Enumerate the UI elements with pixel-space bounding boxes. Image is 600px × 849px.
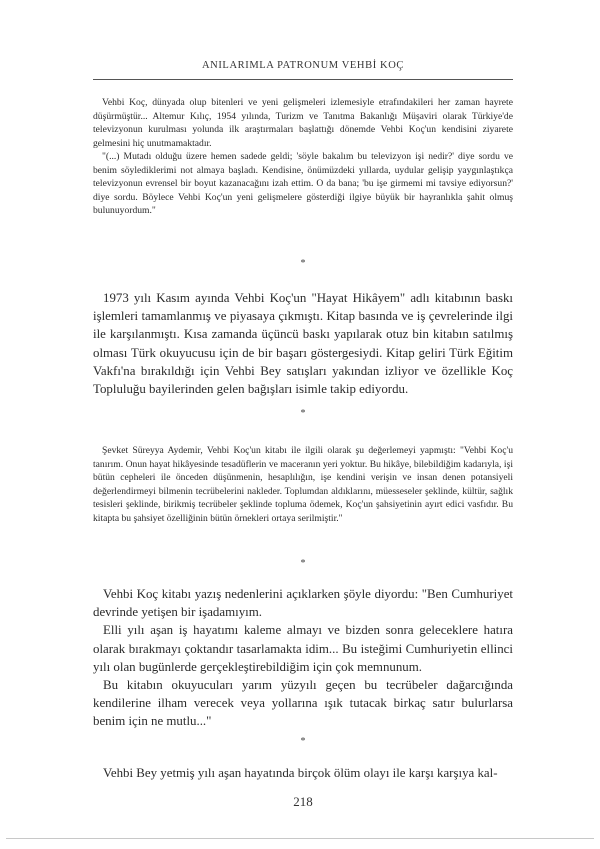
body-section-hayat-hikayem xyxy=(93,289,513,398)
body-paragraph: Bu kitabın okuyucuları yarım yüzyılı geçen bu tecrübeler dağarcığında kendilerine ilham verecek veya yollarına ışık tutacak birkaç satır bulurlarsa benim için ne mutlu..." xyxy=(93,678,513,729)
body-section-kitap-nedenleri xyxy=(93,585,513,731)
body-paragraph: Vehbi Bey yetmiş yılı aşan hayatında birçok ölüm olayı ile karşı karşıya kal- xyxy=(103,766,498,780)
section-separator: * xyxy=(300,258,306,269)
section-separator: * xyxy=(300,736,306,747)
body-paragraph: Elli yılı aşan iş hayatımı kaleme almayı ve bizden sonra geleceklere hatıra olarak bırakmayı çoktandır tasarlamakta idim... Bu isteğimi Cumhuriyetin ellinci yılı olan bugünlerde gerçekleştirebildiğim için çok memnunum. xyxy=(93,623,513,674)
body-paragraph: Vehbi Koç kitabı yazış nedenlerini açıklarken şöyle diyordu: "Ben Cumhuriyet devrinde yetişen bir işadamıyım. xyxy=(93,587,513,620)
body-section-olum-olaylari xyxy=(93,764,513,782)
header-rule xyxy=(93,79,513,80)
running-header: ANILARIMLA PATRONUM VEHBİ KOÇ xyxy=(201,60,405,71)
quote-paragraph: Şevket Süreyya Aydemir, Vehbi Koç'un kitabı ile ilgili olarak şu değerlemeyi yapmıştı: "Vehbi Koç'u tanırım. Onun hayat hikâyesinde tesadüflerin ve maceranın yeri yoktur. Bu hikâye, bilebildiğim kadarıyla, işi bütün cepheleri ile önceden düşünmenin, hesaplılığın, işe kendini verişin ve insan denen potansiyeli değerlendirmeyi bilmenin tecrübelerini nakleder. Toplumdan aldıklarını, müesseseler şeklinde, kültür, sağlık tesisleri şeklinde, birikmiş tecrübeler şeklinde topluma ödemek, Koç'un şahsiyetinin ayırt edici vasfıdır. Bu kitapta bu şahsiyet özelliğinin bütün örnekleri ortaya serilmiştir." xyxy=(93,445,513,524)
section-separator: * xyxy=(300,408,306,419)
quote-block-aydemir xyxy=(93,444,513,525)
quote-paragraph: Vehbi Koç, dünyada olup bitenleri ve yeni gelişmeleri izlemesiyle etrafındakileri her zaman hayrete düşürmüştür... Altemur Kılıç, 1954 yılında, Turizm ve Tanıtma Bakanlığı Müşaviri olarak Türkiye'de televizyonun kurulması yolunda ilk araştırmaları başlattığı dönemde Vehbi Koç'un kendisini ziyarete gelmesini hiç unutmamaktadır. xyxy=(93,97,513,149)
page-number: 218 xyxy=(293,794,313,809)
body-paragraph: 1973 yılı Kasım ayında Vehbi Koç'un "Hayat Hikâyem" adlı kitabının baskı işlemleri tamamlanmış ve piyasaya çıkmıştı. Kitap basında ve iş çevrelerinde ilgi ile karşılanmıştı. Kısa zamanda üçüncü baskı yapılarak otuz bin kitabın satılmış olması Türk okuyucusu için de bir başarı göstergesiydi. Kitap geliri Türk Eğitim Vakfı'na bırakıldığı için Vehbi Bey satışları yakından izliyor ve özellikle Koç Topluluğu bayilerinden gelen bağışları isimle takip ediyordu. xyxy=(93,291,513,397)
quote-paragraph: "(...) Mutadı olduğu üzere hemen sadede geldi; 'söyle bakalım bu televizyon işi nedir?' diye sordu ve benim söylediklerimi not almaya başladı. Kendisine, önümüzdeki yıllarda, uydular gelişip yaygınlaştıkça televizyonun evrensel bir boyut kazanacağını izah ettim. O da bana; 'bu işe girmemi mi tavsiye ediyorsun?' diye sordu. Böylece Vehbi Koç'un yeni gelişmelere gösterdiği ilgiye büyük bir hayranlıkla şahit olmuş bulunuyordum." xyxy=(93,151,513,216)
footer-rule xyxy=(6,838,594,839)
quote-block-altemur-kilic xyxy=(93,96,513,218)
section-separator: * xyxy=(300,558,306,569)
